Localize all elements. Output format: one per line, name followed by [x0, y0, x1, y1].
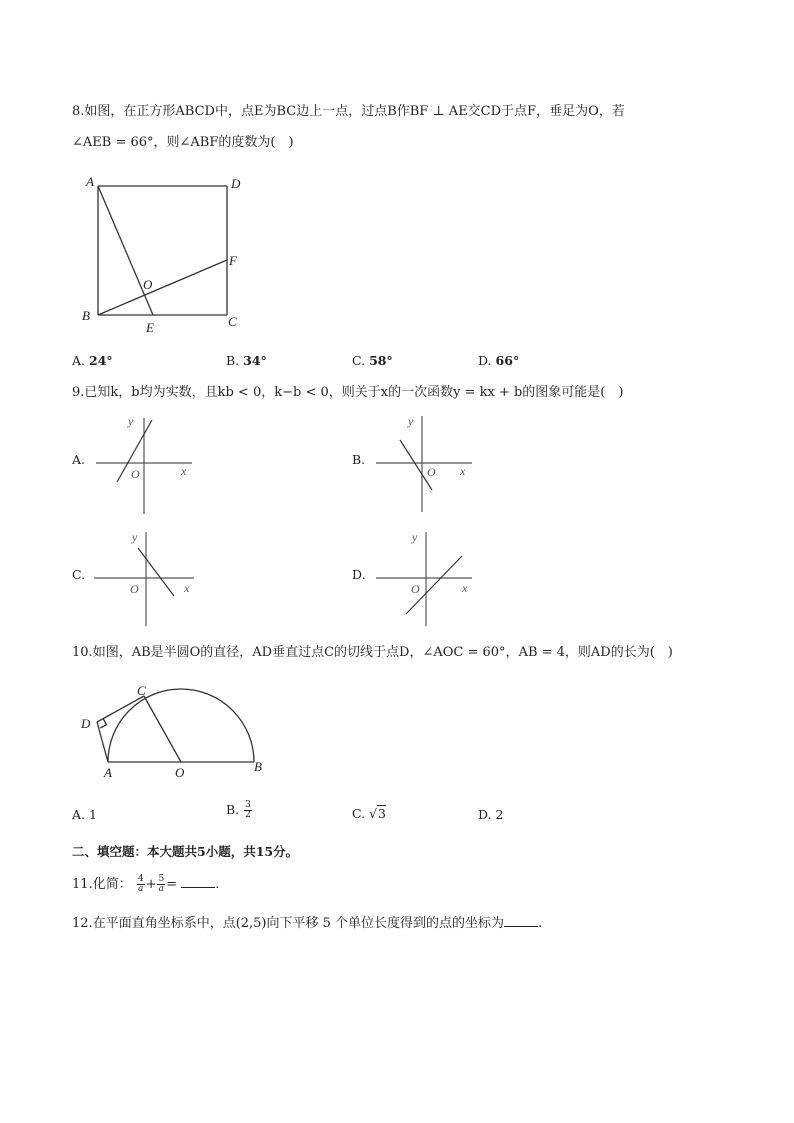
- x-axis-label: x: [462, 581, 468, 595]
- origin-label: O: [131, 467, 140, 481]
- label-c: C: [137, 683, 146, 698]
- q10-option-c[interactable]: [352, 806, 386, 821]
- q11-text: [72, 874, 219, 896]
- q9-number: 9.: [72, 385, 85, 400]
- q9-option-a-letter[interactable]: A.: [72, 452, 86, 467]
- q9-graph-d: [370, 522, 482, 630]
- option-letter: D.: [478, 807, 492, 822]
- label-b: B: [82, 308, 90, 323]
- q11-fraction-1: [137, 875, 145, 894]
- q10-figure: [74, 680, 274, 780]
- label-e: E: [146, 320, 154, 335]
- q9-graph-b: [370, 408, 480, 518]
- label-d: D: [81, 716, 91, 731]
- option-value: 24°: [89, 353, 113, 368]
- function-line: [138, 548, 174, 596]
- option-letter: A.: [72, 353, 86, 368]
- q9-option-b-letter[interactable]: B.: [352, 452, 366, 467]
- q11-suffix: .: [215, 877, 220, 892]
- x-axis-label: x: [460, 464, 466, 478]
- q9-option-c-letter[interactable]: C.: [72, 567, 86, 582]
- q12-text: [72, 914, 542, 933]
- option-fraction: [244, 801, 252, 820]
- section-heading: 二、填空题：本大题共5小题，共15分。: [72, 844, 299, 859]
- option-value: 66°: [495, 353, 520, 368]
- y-axis-label: y: [132, 530, 138, 544]
- q12-number: 12.: [72, 916, 93, 931]
- q8-stem-line2: ∠AEB = 66°，则∠ABF的度数为( ): [72, 135, 294, 150]
- option-value: 58°: [369, 353, 393, 368]
- q10-text: [72, 644, 673, 662]
- option-radical: √3: [369, 806, 386, 821]
- q8-option-c[interactable]: [352, 353, 393, 368]
- radicand: 3: [378, 806, 386, 821]
- q8-option-a[interactable]: [72, 353, 113, 368]
- fraction-numerator: 5: [158, 874, 165, 884]
- radius-oc: [144, 696, 181, 762]
- q10-number: 10.: [72, 645, 93, 660]
- q12-stem: 在平面直角坐标系中，点(2,5)向下平移 5 个单位长度得到的点的坐标为: [92, 916, 505, 931]
- x-axis-label: x: [184, 581, 190, 595]
- x-axis-label: x: [181, 464, 187, 478]
- origin-label: O: [427, 465, 436, 479]
- label-o: O: [143, 277, 153, 292]
- segment-ad: [97, 722, 108, 762]
- fraction-numerator: 3: [245, 800, 251, 810]
- q8-figure: [70, 168, 260, 338]
- q12-suffix: .: [538, 916, 543, 931]
- option-value: 1: [89, 807, 97, 822]
- option-value: 34°: [243, 353, 267, 368]
- semicircle-arc: [108, 689, 254, 762]
- q9-option-d-letter[interactable]: D.: [352, 567, 366, 582]
- q10-option-d[interactable]: [478, 807, 504, 822]
- q10-option-a[interactable]: [72, 807, 97, 822]
- label-c: C: [228, 314, 237, 329]
- q12-answer-blank[interactable]: [504, 914, 538, 927]
- fraction-denominator: a: [158, 884, 165, 894]
- q8-text-line1: [72, 103, 625, 121]
- q9-graph-c: [88, 522, 200, 630]
- q8-stem-line1: 如图，在正方形ABCD中，点E为BC边上一点，过点B作BF ⊥ AE交CD于点F，垂足为O，若: [84, 104, 625, 119]
- option-value: 2: [495, 807, 504, 822]
- label-a: A: [86, 174, 94, 189]
- tangent-cd: [97, 696, 144, 722]
- option-letter: B.: [226, 353, 240, 368]
- q11-prefix: 化简：: [92, 877, 132, 892]
- q8-text-line2: [72, 134, 294, 152]
- origin-label: O: [411, 582, 420, 596]
- label-f: F: [229, 253, 237, 268]
- label-d: D: [231, 176, 241, 191]
- segment-bf: [98, 260, 227, 315]
- y-axis-label: y: [128, 414, 134, 428]
- q9-stem: 已知k，b均为实数，且kb < 0，k−b < 0，则关于x的一次函数y = kx + b的图象可能是( ): [84, 385, 624, 400]
- label-b: B: [254, 759, 262, 774]
- option-letter: D.: [478, 353, 492, 368]
- option-letter: C.: [352, 353, 366, 368]
- y-axis-label: y: [412, 530, 418, 544]
- option-letter: A.: [72, 807, 86, 822]
- q11-plus: +: [145, 877, 157, 892]
- q8-option-d[interactable]: [478, 353, 519, 368]
- q11-answer-blank[interactable]: [181, 875, 215, 888]
- q10-stem: 如图，AB是半圆O的直径，AD垂直过点C的切线于点D，∠AOC = 60°，AB = 4，则AD的长为( ): [92, 645, 673, 660]
- label-o: O: [175, 765, 185, 780]
- q11-fraction-2: [157, 875, 165, 894]
- fraction-denominator: 2: [245, 810, 251, 820]
- option-letter: B.: [226, 802, 240, 817]
- option-letter: C.: [352, 806, 366, 821]
- q8-option-b[interactable]: [226, 353, 267, 368]
- q9-text: [72, 384, 623, 402]
- origin-label: O: [130, 582, 139, 596]
- q9-graph-a: [88, 408, 198, 518]
- q10-option-b[interactable]: [226, 801, 253, 820]
- fraction-denominator: a: [138, 884, 144, 894]
- q11-number: 11.: [72, 877, 93, 892]
- fraction-numerator: 4: [137, 874, 144, 884]
- q11-equals: =: [166, 877, 178, 892]
- q8-number: 8.: [72, 104, 85, 119]
- y-axis-label: y: [408, 414, 414, 428]
- label-a: A: [104, 765, 112, 780]
